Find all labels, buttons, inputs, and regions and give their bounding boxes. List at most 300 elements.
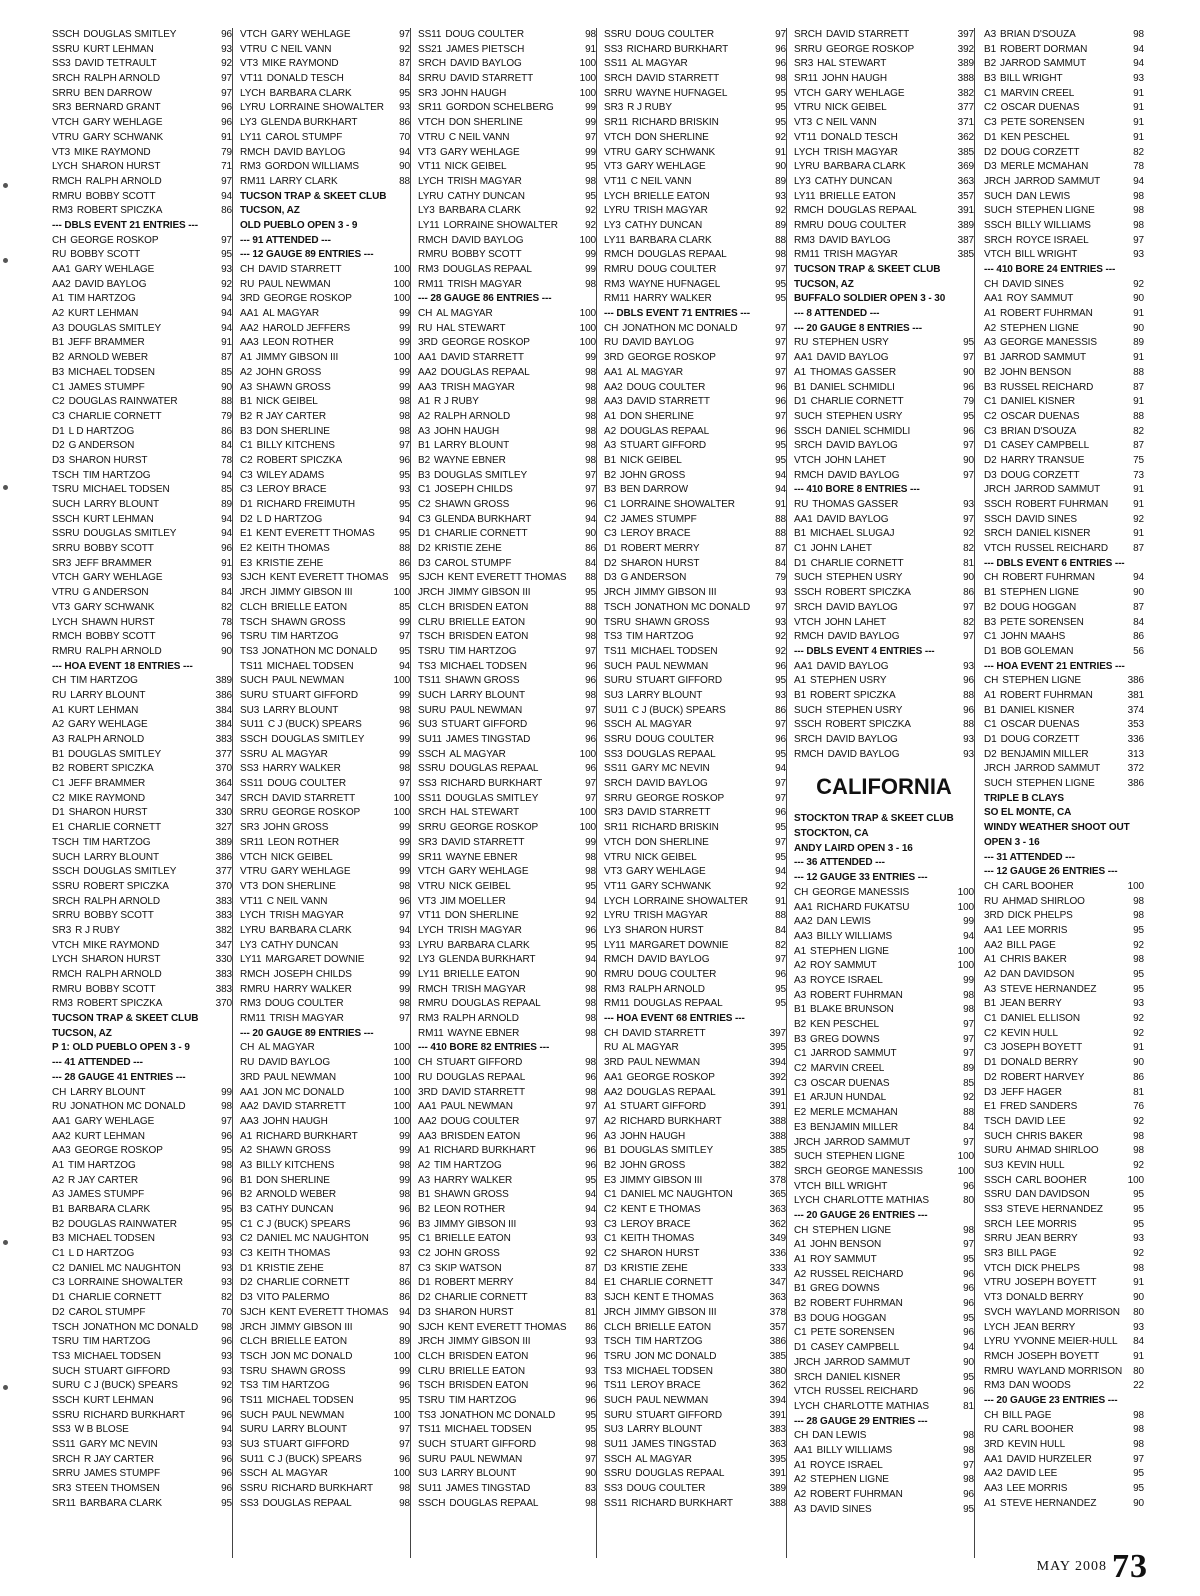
result-row: [984, 1291, 1144, 1306]
shooter-name: R J RUBY: [627, 102, 672, 114]
score: 90: [963, 1356, 974, 1368]
score: 97: [399, 910, 410, 922]
shooter-name: BRISDEN EATON: [448, 1350, 529, 1362]
class-code: C1: [794, 543, 807, 555]
class-code: E1: [984, 1101, 997, 1113]
class-code: D1: [418, 528, 431, 540]
result-row: [984, 248, 1144, 263]
shooter-name: BRISDEN EATON: [440, 1130, 521, 1142]
result-row: [984, 924, 1144, 939]
result-row: [604, 410, 786, 425]
class-code: B3: [418, 1218, 431, 1230]
class-code: RU: [794, 499, 809, 510]
shooter-name: JON MC DONALD: [634, 1350, 717, 1362]
shooter-name: DANIEL KISNER: [825, 1371, 901, 1383]
score: 98: [585, 396, 596, 408]
result-row: [794, 1150, 974, 1165]
state-heading: CALIFORNIA: [816, 774, 952, 800]
result-row: [418, 733, 596, 748]
result-row: [52, 72, 232, 87]
shooter-name: TIM HARTZOG: [634, 1336, 703, 1348]
class-code: SR3: [794, 58, 814, 70]
class-code: RMRU: [604, 264, 634, 275]
shooter-name: DAVID BAYLOG: [258, 1057, 331, 1069]
shooter-name: GEORGE ROSKOP: [271, 807, 361, 819]
score: 88: [775, 528, 786, 540]
result-row: [604, 1291, 786, 1306]
section-header: --- DBLS EVENT 4 ENTRIES ---: [794, 645, 935, 657]
score: 82: [775, 939, 786, 951]
class-code: 3RD: [984, 910, 1004, 922]
shooter-name: DOUGLAS SMITLEY: [434, 469, 528, 481]
result-row: [52, 777, 232, 792]
class-code: B2: [984, 366, 997, 378]
shooter-name: LEROY BRACE: [256, 484, 327, 496]
score: 98: [585, 1086, 596, 1098]
class-code: LYCH: [604, 190, 630, 202]
result-row: [604, 571, 786, 586]
result-row: [240, 1365, 410, 1380]
shooter-name: JOHN GROSS: [263, 822, 329, 834]
score: 97: [775, 954, 786, 966]
score: 93: [1133, 1321, 1144, 1333]
score: 92: [221, 1380, 232, 1392]
shooter-name: NICK GEIBEL: [256, 396, 318, 408]
class-code: D2: [984, 748, 997, 760]
class-code: A2: [240, 1145, 253, 1157]
result-row: [794, 1106, 974, 1121]
result-row: [240, 87, 410, 102]
class-code: D2: [984, 454, 997, 466]
shooter-name: JEAN BERRY: [1013, 1321, 1076, 1333]
score: 99: [399, 983, 410, 995]
shooter-name: GEORGE MANESSIS: [1000, 337, 1097, 349]
shooter-name: JOSEPH BOYETT: [1014, 1277, 1097, 1289]
class-code: SSCH: [794, 719, 822, 731]
class-code: AA3: [604, 396, 623, 408]
class-code: A2: [418, 410, 431, 422]
shooter-name: STUART GIFFORD: [271, 689, 358, 701]
result-row: [984, 748, 1144, 763]
class-code: C2: [52, 792, 65, 804]
class-code: C1: [240, 1218, 253, 1230]
result-row: [604, 1467, 786, 1482]
result-row: [604, 1100, 786, 1115]
score: 95: [399, 572, 410, 584]
score: 97: [221, 73, 232, 85]
result-row: [604, 204, 786, 219]
result-row: [984, 1335, 1144, 1350]
shooter-name: GLENDA BURKHART: [260, 117, 358, 129]
class-code: SRRU: [418, 822, 446, 834]
class-code: CH: [418, 308, 433, 320]
result-row: [418, 366, 596, 381]
shooter-name: DOUG CORZETT: [1000, 734, 1080, 745]
shooter-name: MICHAEL TODSEN: [440, 660, 527, 672]
shooter-name: C J (BUCK) SPEARS: [631, 704, 726, 716]
result-row: [418, 851, 596, 866]
class-code: SR3: [984, 1248, 1004, 1260]
class-code: CH: [52, 234, 67, 246]
result-row: [604, 190, 786, 205]
result-row: [794, 190, 974, 205]
section-header: P 1: OLD PUEBLO OPEN 3 - 9: [52, 1042, 190, 1054]
shooter-name: HAL STEWART: [817, 58, 887, 70]
score: 97: [585, 1453, 596, 1465]
result-row: [604, 630, 786, 645]
result-row: [984, 1453, 1144, 1468]
class-code: A1: [52, 704, 65, 716]
score: 98: [963, 1004, 974, 1016]
result-row: [604, 351, 786, 366]
result-row: [52, 322, 232, 337]
class-code: SR3: [52, 1483, 72, 1495]
score: 90: [585, 616, 596, 628]
class-code: SRRU: [52, 1468, 80, 1480]
score: 389: [957, 58, 974, 70]
result-row: [52, 718, 232, 733]
shooter-name: BOBBY SCOTT: [83, 910, 154, 922]
shooter-name: PAUL NEWMAN: [449, 1453, 523, 1465]
shooter-name: JOSEPH CHILDS: [434, 484, 513, 496]
class-code: B2: [240, 1189, 253, 1201]
shooter-name: SHAWN GROSS: [270, 616, 346, 628]
result-row: [52, 1379, 232, 1394]
result-row: [984, 454, 1144, 469]
result-row: [418, 219, 596, 234]
shooter-name: JONATHON MC DONALD: [622, 322, 738, 334]
class-code: D3: [52, 454, 65, 466]
class-code: B2: [418, 454, 431, 466]
shooter-name: BILLY KITCHENS: [256, 440, 335, 452]
shooter-name: DICK PHELPS: [1014, 1262, 1080, 1274]
score: 92: [1133, 1115, 1144, 1127]
result-row: [604, 101, 786, 116]
class-code: RMRU: [794, 219, 824, 231]
class-code: RM11: [418, 278, 444, 290]
result-row: [794, 1165, 974, 1180]
shooter-name: DAVID BAYLOG: [635, 778, 708, 790]
result-row: [240, 1218, 410, 1233]
result-row: [984, 1482, 1144, 1497]
shooter-name: RALPH ARNOLD: [85, 969, 162, 980]
shooter-name: GEORGE MANESSIS: [812, 886, 910, 898]
class-code: B1: [984, 587, 997, 599]
result-row: [984, 674, 1144, 689]
class-code: SRCH: [794, 1165, 822, 1177]
score: 98: [1133, 910, 1144, 922]
class-code: E2: [794, 1107, 807, 1119]
score: 95: [775, 440, 786, 452]
shooter-name: BLAKE BRUNSON: [810, 1004, 894, 1016]
score: 91: [1133, 117, 1144, 129]
score: 98: [585, 1439, 596, 1450]
score: 95: [775, 293, 786, 305]
result-row: [240, 1438, 410, 1453]
result-row: [984, 1365, 1144, 1380]
result-row: [604, 439, 786, 454]
class-code: TS3: [240, 1380, 259, 1392]
shooter-name: DOUGLAS REPAAL: [635, 1468, 725, 1480]
score: 347: [215, 792, 232, 804]
class-code: 3RD: [604, 1057, 624, 1069]
shooter-name: DOUG COULTER: [637, 264, 717, 275]
class-code: LYRU: [240, 924, 266, 936]
shooter-name: GEORGE MANESSIS: [825, 1165, 923, 1177]
class-code: SSCH: [604, 1453, 632, 1465]
result-row: [418, 454, 596, 469]
shooter-name: JON MC DONALD: [270, 1350, 353, 1362]
score: 98: [775, 249, 786, 261]
shooter-name: TRISH MAGYAR: [823, 146, 898, 158]
result-row: [52, 571, 232, 586]
shooter-name: C NEIL VANN: [266, 895, 328, 907]
shooter-name: KENT E THOMAS: [620, 1204, 701, 1215]
score: 97: [775, 322, 786, 334]
class-code: AA1: [52, 264, 71, 275]
class-code: A3: [604, 440, 617, 452]
result-row: [240, 762, 410, 777]
score: 98: [585, 29, 596, 40]
score: 391: [769, 1409, 786, 1421]
score: 98: [585, 366, 596, 378]
result-row: [418, 1276, 596, 1291]
score: 98: [399, 1189, 410, 1201]
score: 392: [957, 43, 974, 55]
score: 91: [1133, 308, 1144, 320]
class-code: TSRU: [418, 1394, 445, 1406]
shooter-name: JARROD SAMMUT: [1014, 763, 1101, 775]
score: 99: [963, 974, 974, 986]
class-code: RM3: [418, 1013, 439, 1025]
shooter-name: MIKE RAYMOND: [74, 146, 151, 158]
score: 357: [769, 1321, 786, 1333]
result-row: [794, 586, 974, 601]
result-row: [604, 953, 786, 968]
score: 86: [585, 543, 596, 555]
result-row: [240, 1394, 410, 1409]
shooter-name: STEVE HERNANDEZ: [1000, 983, 1097, 995]
class-code: RMCH: [794, 205, 824, 217]
class-code: CH: [984, 675, 999, 687]
result-row: [52, 939, 232, 954]
score: 95: [585, 161, 596, 173]
shooter-name: STEPHEN USRY: [825, 410, 903, 422]
score: 94: [775, 866, 786, 878]
score: 96: [963, 381, 974, 393]
class-code: AA1: [794, 513, 813, 525]
score: 336: [769, 1248, 786, 1260]
score: 94: [221, 322, 232, 334]
score: 71: [221, 161, 232, 173]
shooter-name: JAMES STUMPF: [68, 1189, 145, 1201]
shooter-name: DAVID HURZELER: [1006, 1453, 1092, 1465]
score: 94: [1133, 58, 1144, 70]
score: 100: [579, 748, 596, 760]
class-code: RM3: [52, 205, 73, 217]
shooter-name: STEVE HERNANDEZ: [1000, 1497, 1097, 1509]
score: 97: [399, 778, 410, 790]
result-row: [984, 116, 1144, 131]
shooter-name: BILL WRIGHT: [1000, 73, 1063, 85]
result-row: [418, 204, 596, 219]
result-row: [418, 557, 596, 572]
shooter-name: BENJAMIN MILLER: [810, 1121, 899, 1133]
class-code: VT3: [604, 161, 623, 173]
shooter-name: CASEY CAMPBELL: [1000, 440, 1090, 452]
class-code: VTCH: [794, 616, 821, 628]
shooter-name: SHARON HURST: [81, 161, 161, 173]
class-code: RU: [52, 689, 67, 701]
result-row: [984, 542, 1144, 557]
shooter-name: SHARON HURST: [68, 454, 148, 466]
score: 97: [963, 1033, 974, 1045]
score: 90: [963, 572, 974, 584]
score: 389: [957, 219, 974, 231]
class-code: AA2: [418, 1115, 437, 1127]
shooter-name: DON SHERLINE: [256, 1174, 330, 1186]
class-code: A2: [52, 719, 65, 731]
shooter-name: DOUG HOGGAN: [810, 1312, 887, 1324]
section-header: --- 12 GAUGE 26 ENTRIES ---: [984, 866, 1118, 878]
shooter-name: FRED SANDERS: [1000, 1101, 1078, 1113]
result-row: [418, 439, 596, 454]
result-row: [52, 851, 232, 866]
score: 385: [769, 1350, 786, 1362]
result-row: [240, 278, 410, 293]
shooter-name: LARRY BLOUNT: [627, 1424, 703, 1436]
score: 362: [957, 131, 974, 143]
result-row: [418, 1497, 596, 1512]
score: 91: [585, 43, 596, 55]
class-code: D3: [604, 572, 617, 584]
class-code: 3RD: [604, 352, 624, 364]
score: 97: [775, 29, 786, 40]
class-code: SU3: [418, 1468, 438, 1480]
result-row: [794, 454, 974, 469]
shooter-name: BRIELLE EATON: [634, 1321, 711, 1333]
shooter-name: GARY WEHLAGE: [626, 161, 706, 173]
class-code: LYCH: [604, 895, 630, 907]
result-row: [52, 983, 232, 998]
class-code: CH: [794, 1430, 809, 1442]
shooter-name: ARJUN HUNDAL: [810, 1092, 887, 1104]
score: 95: [399, 1394, 410, 1406]
class-code: SUCH: [794, 572, 822, 584]
class-code: A1: [794, 366, 807, 378]
result-row: [794, 219, 974, 234]
shooter-name: DAVID STARRETT: [441, 1086, 525, 1098]
result-row: [240, 557, 410, 572]
shooter-name: RALPH ARNOLD: [68, 734, 145, 745]
score: 83: [585, 1483, 596, 1495]
shooter-name: SKIP WATSON: [434, 1262, 502, 1274]
score: 95: [1133, 1204, 1144, 1215]
score: 99: [585, 836, 596, 848]
shooter-name: DOUGLAS SMITLEY: [445, 792, 539, 804]
shooter-name: DOUGLAS REPAAL: [436, 1071, 526, 1083]
class-code: AA3: [418, 381, 437, 393]
result-row: [604, 1174, 786, 1189]
class-code: CLRU: [418, 1365, 445, 1377]
shooter-name: JAMES PIETSCH: [446, 43, 525, 55]
class-code: VTCH: [52, 117, 79, 129]
shooter-name: MICHAEL TODSEN: [630, 645, 718, 657]
class-code: RMRU: [418, 998, 448, 1010]
score: 84: [585, 557, 596, 569]
shooter-name: MIKE RAYMOND: [262, 58, 339, 70]
class-code: RMCH: [604, 249, 634, 261]
class-code: AA1: [604, 366, 623, 378]
result-row: [984, 1188, 1144, 1203]
class-code: SSRU: [52, 43, 80, 55]
score: 388: [957, 73, 974, 85]
class-code: SSRU: [240, 1483, 268, 1495]
class-code: A3: [52, 1189, 65, 1201]
score: 88: [1133, 410, 1144, 422]
shooter-name: L D HARTZOG: [68, 425, 135, 437]
class-code: B1: [240, 396, 253, 408]
score: 97: [775, 792, 786, 804]
score: 94: [585, 1189, 596, 1201]
result-row: [52, 1276, 232, 1291]
result-row: [418, 836, 596, 851]
class-code: SS3: [604, 1483, 623, 1495]
class-code: A1: [794, 945, 807, 957]
score: 93: [963, 499, 974, 510]
score: 92: [1133, 1248, 1144, 1260]
shooter-name: BRIELLE EATON: [434, 1233, 511, 1245]
result-row: [52, 704, 232, 719]
class-code: CH: [794, 1224, 809, 1236]
result-row: [418, 1071, 596, 1086]
result-row: [52, 1409, 232, 1424]
shooter-name: R JAY CARTER: [83, 1453, 154, 1465]
score: 387: [957, 234, 974, 246]
shooter-name: MIKE RAYMOND: [68, 792, 145, 804]
section-header: --- 28 GAUGE 29 ENTRIES ---: [794, 1415, 928, 1427]
result-row: [240, 395, 410, 410]
result-row: [418, 190, 596, 205]
score: 95: [775, 851, 786, 863]
result-row: [240, 160, 410, 175]
score: 92: [775, 880, 786, 892]
shooter-name: SHAWN GROSS: [256, 381, 331, 393]
result-row: [794, 1238, 974, 1253]
class-code: RM3: [52, 998, 73, 1010]
class-code: SS11: [604, 763, 628, 775]
shooter-name: MARVIN CREEL: [810, 1063, 885, 1075]
result-row: [984, 1262, 1144, 1277]
score: 383: [215, 895, 232, 907]
shooter-name: SHARON HURST: [81, 954, 161, 966]
score: 92: [221, 278, 232, 290]
result-row: [418, 263, 596, 278]
shooter-name: GARY WEHLAGE: [440, 146, 520, 158]
score: 394: [769, 1394, 786, 1406]
class-code: B1: [604, 1145, 617, 1157]
score: 97: [585, 1115, 596, 1127]
score: 99: [221, 1086, 232, 1098]
score: 98: [585, 175, 596, 187]
score: 86: [399, 557, 410, 569]
shooter-name: RICHARD BURKHART: [631, 1497, 733, 1509]
result-row: [240, 997, 410, 1012]
score: 22: [1133, 1380, 1144, 1392]
shooter-name: RICHARD BURKHART: [83, 1409, 185, 1421]
score: 99: [399, 969, 410, 980]
section-header: --- 20 GAUGE 8 ENTRIES ---: [794, 322, 922, 334]
